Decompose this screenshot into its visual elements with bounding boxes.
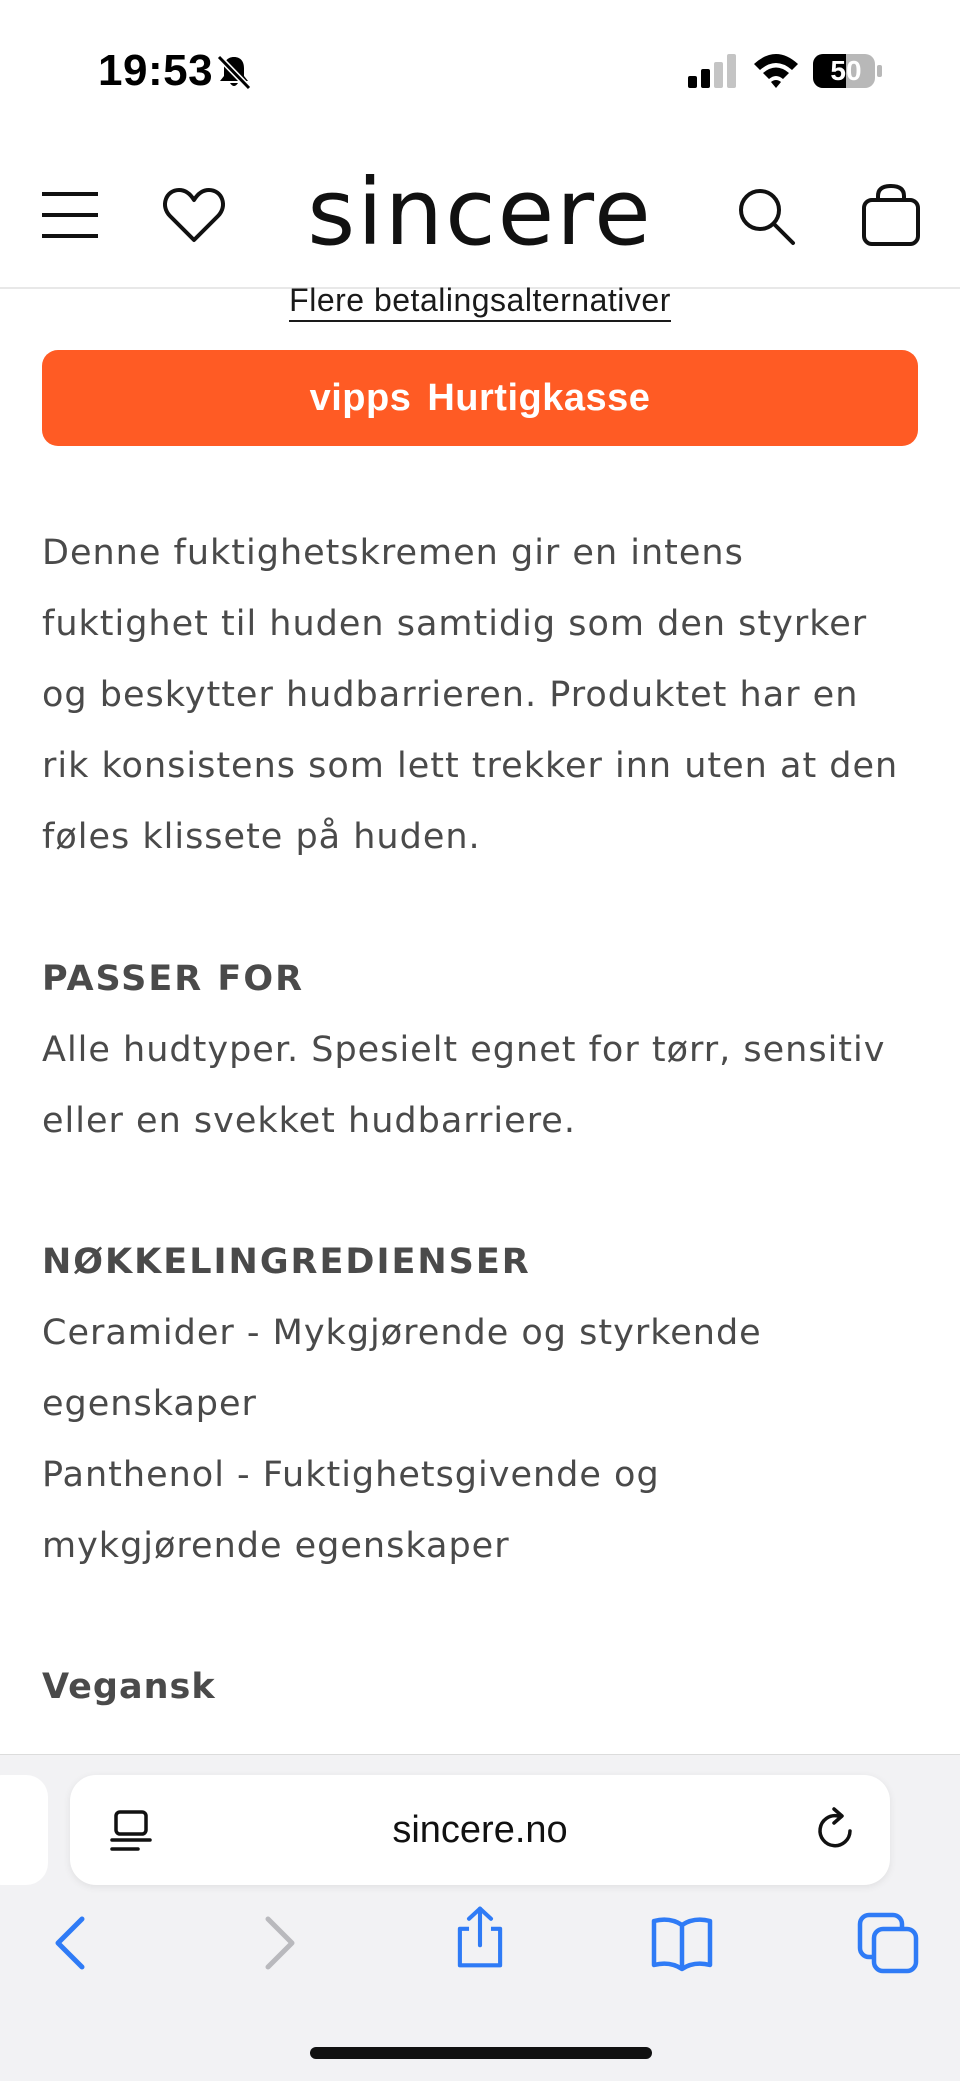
page-menu-icon[interactable] (110, 1809, 152, 1853)
bell-muted-icon (214, 52, 254, 92)
wifi-icon (752, 50, 800, 90)
hamburger-menu-icon[interactable] (40, 188, 100, 242)
tabs-overview-icon[interactable] (856, 1911, 920, 1975)
bookmarks-book-icon[interactable] (650, 1911, 714, 1975)
ingredient-line: mykgjørende egenskaper (42, 1526, 510, 1566)
ingredient-line: Ceramider - Mykgjørende og styrkende (42, 1313, 762, 1353)
suitable-for-text (42, 1015, 922, 1157)
home-indicator[interactable] (310, 2047, 652, 2059)
forward-chevron-icon[interactable] (246, 1911, 310, 1975)
ingredient-line: egenskaper (42, 1384, 257, 1424)
browser-toolbar (0, 1754, 960, 2081)
description-line: føles klissete på huden. (42, 817, 481, 857)
wishlist-heart-icon[interactable] (162, 186, 226, 244)
suitable-for-line: Alle hudtyper. Spesielt egnet for tørr, sensitiv (42, 1030, 886, 1070)
address-bar[interactable] (70, 1775, 890, 1885)
product-description (42, 518, 922, 873)
key-ingredients-heading: NØKKELINGREDIENSER (42, 1242, 531, 1282)
status-time: 19:53 (98, 46, 214, 95)
site-header (0, 140, 960, 289)
search-icon[interactable] (736, 186, 796, 246)
site-logo[interactable]: sincere (307, 159, 653, 266)
shopping-bag-icon[interactable] (860, 184, 922, 246)
url-text[interactable]: sincere.no (392, 1809, 568, 1851)
key-ingredients-text (42, 1298, 922, 1582)
battery-level: 50 (830, 55, 862, 86)
status-bar (0, 0, 960, 140)
cellular-signal-icon (688, 54, 738, 88)
suitable-for-line: eller en svekket hudbarriere. (42, 1101, 576, 1141)
vipps-checkout-button[interactable] (42, 350, 918, 446)
ingredient-line: Panthenol - Fuktighetsgivende og (42, 1455, 660, 1495)
reload-icon[interactable] (814, 1807, 858, 1853)
suitable-for-heading: PASSER FOR (42, 959, 305, 999)
description-line: og beskytter hudbarrieren. Produktet har en (42, 675, 859, 715)
back-chevron-icon[interactable] (40, 1911, 104, 1975)
more-payment-options (0, 282, 960, 319)
vipps-checkout-label: Hurtigkasse (427, 376, 651, 419)
description-line: Denne fuktighetskremen gir en intens (42, 533, 744, 573)
vegan-label: Vegansk (42, 1667, 216, 1707)
share-icon[interactable] (448, 1905, 512, 1969)
more-payment-options-link[interactable]: Flere betalingsalternativer (289, 282, 671, 322)
description-line: fuktighet til huden samtidig som den styrker (42, 604, 868, 644)
previous-tab-preview[interactable] (0, 1775, 48, 1885)
vipps-logo: vipps (309, 376, 412, 419)
description-line: rik konsistens som lett trekker inn uten at den (42, 746, 899, 786)
